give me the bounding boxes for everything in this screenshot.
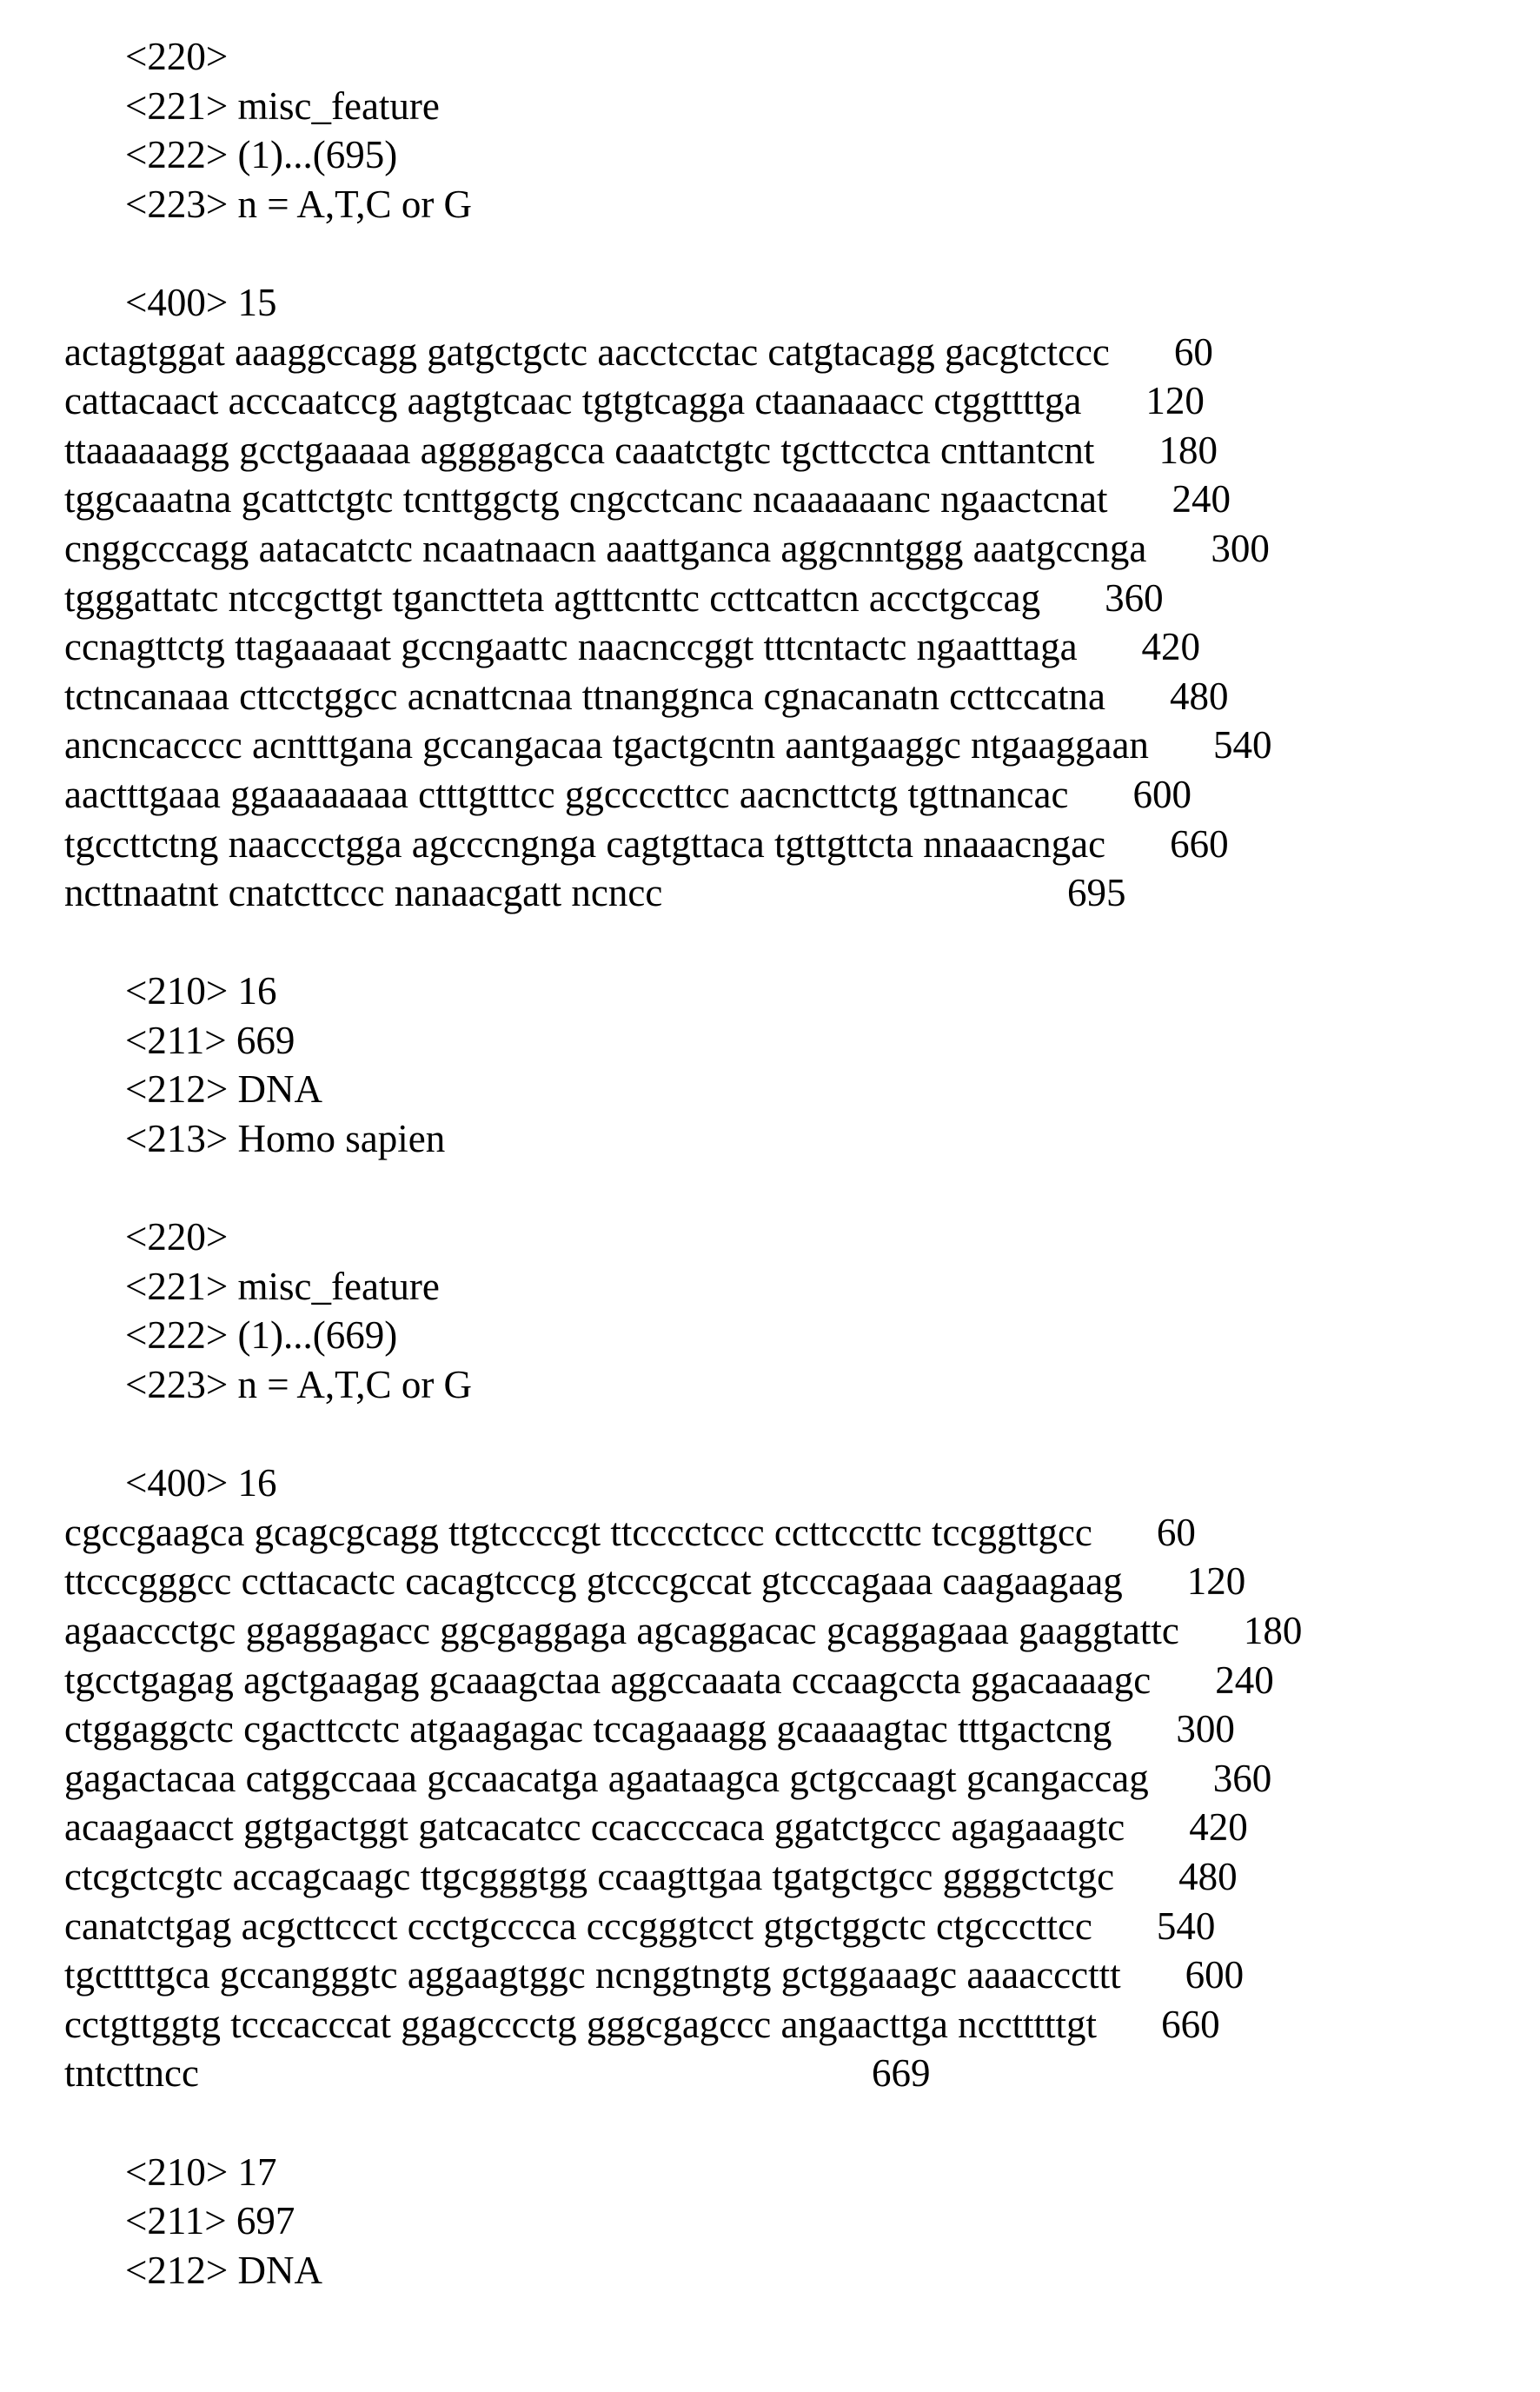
position-number: 480: [1178, 1855, 1238, 1898]
sequence-line: [0, 1656, 1540, 1705]
sequence-text: actagtggat aaaggccagg gatgctgctc aacctcctac catgtacagg gacgtctccc: [64, 330, 1110, 374]
position-number: 660: [1161, 2003, 1220, 2046]
position-number: 540: [1157, 1904, 1216, 1948]
sequence-line: [0, 820, 1540, 869]
field-tag-line: <400> 15: [0, 278, 1540, 328]
field-tag-line: <211> 697: [0, 2196, 1540, 2246]
position-number: 180: [1158, 429, 1218, 472]
sequence-text: ctcgctcgtc accagcaagc ttgcgggtgg ccaagttgaa tgatgctgcc ggggctctgc: [64, 1855, 1114, 1898]
position-number: 300: [1176, 1707, 1235, 1751]
sequence-listing-page: [0, 32, 1540, 2295]
field-tag-line: <210> 16: [0, 967, 1540, 1016]
sequence-text: tgccttctng naaccctgga agcccngnga cagtgttaca tgttgttcta nnaaacngac: [64, 822, 1105, 866]
position-number: 660: [1170, 822, 1229, 866]
sequence-line: [0, 1508, 1540, 1558]
position-number: 600: [1132, 773, 1192, 816]
sequence-text: cgccgaagca gcagcgcagg ttgtccccgt ttcccctccc ccttcccttc tccggttgcc: [64, 1511, 1092, 1554]
sequence-text: acaagaacct ggtgactggt gatcacatcc ccaccccaca ggatctgccc agagaaagtc: [64, 1805, 1125, 1849]
sequence-text: tgcctgagag agctgaagag gcaaagctaa aggccaaata cccaagccta ggacaaaagc: [64, 1658, 1151, 1702]
sequence-text: cattacaact acccaatccg aagtgtcaac tgtgtcagga ctaanaaacc ctggttttga: [64, 379, 1081, 422]
field-tag-line: <222> (1)...(669): [0, 1311, 1540, 1360]
field-tag-line: <212> DNA: [0, 2246, 1540, 2296]
sequence-text: ttaaaaaagg gcctgaaaaa aggggagcca caaatctgtc tgcttcctca cnttantcnt: [64, 429, 1094, 472]
blank-line: [0, 229, 1540, 278]
sequence-line: [0, 2000, 1540, 2050]
position-number: 300: [1211, 527, 1270, 570]
sequence-line: [0, 1606, 1540, 1656]
blank-line: [0, 2098, 1540, 2148]
sequence-line: [0, 1852, 1540, 1902]
position-number: 420: [1142, 625, 1201, 668]
sequence-text: agaaccctgc ggaggagacc ggcgaggaga agcaggacac gcaggagaaa gaaggtattc: [64, 1609, 1179, 1652]
sequence-line: [0, 574, 1540, 623]
sequence-text: tctncanaaa cttcctggcc acnattcnaa ttnanggnca cgnacanatn ccttccatna: [64, 674, 1105, 718]
position-number: 600: [1185, 1953, 1245, 1997]
sequence-text: ccnagttctg ttagaaaaat gccngaattc naacnccggt tttcntactc ngaatttaga: [64, 625, 1078, 668]
blank-line: [0, 1164, 1540, 1213]
field-tag-line: <222> (1)...(695): [0, 130, 1540, 180]
sequence-line: [0, 721, 1540, 770]
sequence-line: [0, 524, 1540, 574]
sequence-line: [0, 1950, 1540, 2000]
position-number: 695: [1067, 868, 1126, 918]
sequence-text: tggcaaatna gcattctgtc tcnttggctg cngcctcanc ncaaaaaanc ngaactcnat: [64, 477, 1107, 521]
position-number: 360: [1105, 576, 1164, 620]
sequence-text: cctgttggtg tcccacccat ggagcccctg gggcgagccc angaacttga ncctttttgt: [64, 2003, 1097, 2046]
field-tag-line: <220>: [0, 32, 1540, 82]
sequence-text: canatctgag acgcttccct ccctgcccca cccgggtcct gtgctggctc ctgcccttcc: [64, 1904, 1092, 1948]
field-tag-line: <210> 17: [0, 2148, 1540, 2197]
sequence-text: gagactacaa catggccaaa gccaacatga agaataagca gctgccaagt gcangaccag: [64, 1757, 1149, 1800]
sequence-text: ctggaggctc cgacttcctc atgaagagac tccagaaagg gcaaaagtac tttgactcng: [64, 1707, 1112, 1751]
position-number: 240: [1172, 477, 1231, 521]
position-number: 240: [1215, 1658, 1274, 1702]
position-number: 60: [1157, 1511, 1196, 1554]
field-tag-line: <221> misc_feature: [0, 1262, 1540, 1312]
sequence-line: [0, 1902, 1540, 1951]
sequence-text: tgcttttgca gccangggtc aggaagtggc ncnggtngtg gctggaaagc aaaacccttt: [64, 1953, 1121, 1997]
sequence-text: aactttgaaa ggaaaaaaaa ctttgtttcc ggccccttcc aacncttctg tgttnancac: [64, 773, 1068, 816]
sequence-line: [0, 376, 1540, 426]
sequence-line: [0, 622, 1540, 672]
field-tag-line: <223> n = A,T,C or G: [0, 1360, 1540, 1410]
sequence-line: [0, 328, 1540, 377]
sequence-line: [0, 770, 1540, 820]
position-number: 180: [1244, 1609, 1303, 1652]
sequence-line: [0, 1803, 1540, 1852]
blank-line: [0, 1410, 1540, 1459]
sequence-line: [0, 1704, 1540, 1754]
sequence-line: [0, 2049, 1540, 2098]
position-number: 60: [1174, 330, 1213, 374]
sequence-line: [0, 1557, 1540, 1606]
field-tag-line: <213> Homo sapien: [0, 1114, 1540, 1164]
position-number: 120: [1145, 379, 1205, 422]
sequence-text: ncttnaatnt cnatcttccc nanaacgatt ncncc: [64, 871, 662, 914]
field-tag-line: <223> n = A,T,C or G: [0, 180, 1540, 229]
field-tag-line: <220>: [0, 1213, 1540, 1262]
sequence-text: ancncacccc acntttgana gccangacaa tgactgcntn aantgaaggc ntgaaggaan: [64, 723, 1149, 767]
field-tag-line: <212> DNA: [0, 1065, 1540, 1114]
position-number: 420: [1189, 1805, 1248, 1849]
sequence-line: [0, 672, 1540, 721]
field-tag-line: <211> 669: [0, 1016, 1540, 1066]
position-number: 669: [872, 2049, 931, 2098]
sequence-text: tgggattatc ntccgcttgt tganctteta agtttcnttc ccttcattcn accctgccag: [64, 576, 1040, 620]
sequence-text: cnggcccagg aatacatctc ncaatnaacn aaattganca aggcnntggg aaatgccnga: [64, 527, 1146, 570]
sequence-line: [0, 475, 1540, 524]
sequence-line: [0, 1754, 1540, 1804]
position-number: 360: [1213, 1757, 1272, 1800]
field-tag-line: <221> misc_feature: [0, 82, 1540, 131]
position-number: 540: [1213, 723, 1272, 767]
position-number: 120: [1187, 1559, 1246, 1603]
blank-line: [0, 918, 1540, 967]
sequence-text: tntcttncc: [64, 2051, 199, 2095]
position-number: 480: [1170, 674, 1229, 718]
sequence-line: [0, 426, 1540, 475]
sequence-text: ttcccgggcc ccttacactc cacagtcccg gtcccgccat gtcccagaaa caagaagaag: [64, 1559, 1123, 1603]
sequence-line: [0, 868, 1540, 918]
field-tag-line: <400> 16: [0, 1458, 1540, 1508]
